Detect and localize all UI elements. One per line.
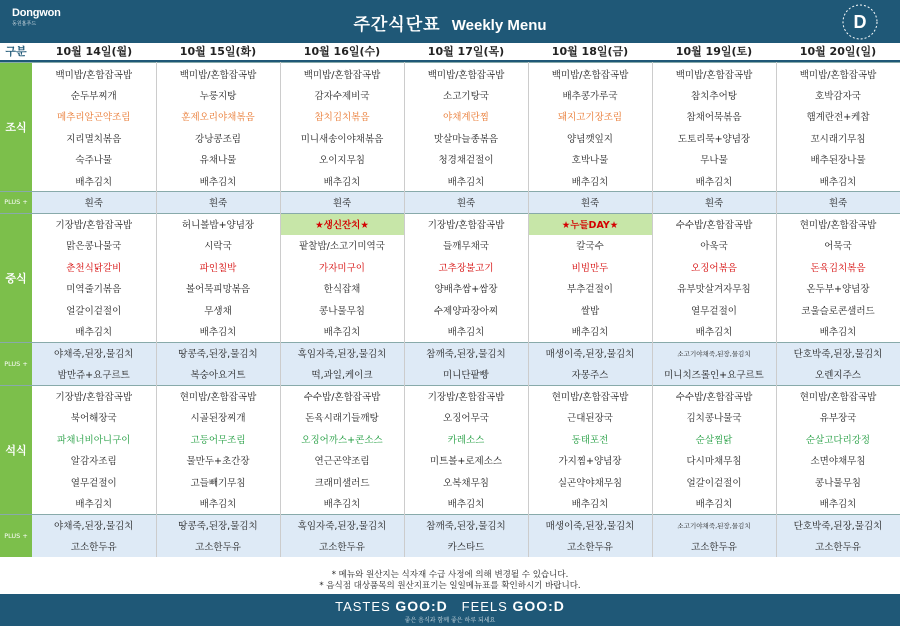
notes — [0, 570, 900, 592]
menu-cell: 순살고다리강정 — [776, 428, 900, 450]
menu-cell: 배추김치 — [776, 170, 900, 192]
menu-cell: 현미밥/혼합잡곡밥 — [776, 385, 900, 407]
title-english: Weekly Menu — [451, 17, 547, 34]
menu-cell: 배추김치 — [156, 170, 280, 192]
menu-cell: 자몽주스 — [528, 364, 652, 386]
menu-cell: 배추김치 — [280, 493, 404, 515]
menu-cell: 허니볼밥+양념장 — [156, 213, 280, 235]
menu-cell: 근대된장국 — [528, 407, 652, 429]
breakfast-label: 조식 — [0, 63, 32, 192]
menu-cell: 배추김치 — [528, 321, 652, 343]
menu-cell: 양념깻잎지 — [528, 127, 652, 149]
title-korean: 주간식단표 — [353, 15, 441, 35]
menu-cell: 호박나물 — [528, 149, 652, 171]
day-header: 10월 17일(목) — [427, 45, 505, 58]
menu-cell: 미역줄기볶음 — [32, 278, 156, 300]
menu-cell: 흰죽 — [652, 192, 776, 214]
menu-cell: 콩나물무침 — [776, 471, 900, 493]
menu-cell: 햄계란전+케찹 — [776, 106, 900, 128]
menu-cell: 배추된장나물 — [776, 149, 900, 171]
menu-cell: 소고기탕국 — [404, 84, 528, 106]
lunch-row — [0, 321, 900, 343]
menu-cell: 백미밥/혼합잡곡밥 — [404, 63, 528, 85]
breakfast-plus-label: PLUS + — [0, 192, 32, 214]
menu-cell: 오징어까스+콘소스 — [280, 428, 404, 450]
dinner-plus-label: PLUS + — [0, 514, 32, 557]
dinner-row — [0, 493, 900, 515]
menu-cell: 배추김치 — [652, 170, 776, 192]
menu-cell: 백미밥/혼합잡곡밥 — [32, 63, 156, 85]
menu-cell: 야채죽,된장,물김치 — [32, 342, 156, 364]
menu-cell: 물만두+초간장 — [156, 450, 280, 472]
menu-cell: 배추김치 — [652, 321, 776, 343]
menu-cell: 고소한두유 — [32, 536, 156, 558]
breakfast-plus-row — [0, 192, 900, 214]
menu-cell: 오이지무침 — [280, 149, 404, 171]
menu-cell: 백미밥/혼합잡곡밥 — [652, 63, 776, 85]
menu-cell: 고소한두유 — [652, 536, 776, 558]
footer-slogan — [0, 594, 900, 617]
menu-cell: 메추리알곤약조림 — [32, 106, 156, 128]
menu-cell: 돈육시래기들깨탕 — [280, 407, 404, 429]
dinner-row — [0, 407, 900, 429]
menu-cell: 현미밥/혼합잡곡밥 — [156, 385, 280, 407]
menu-cell: 가지찜+양념장 — [528, 450, 652, 472]
menu-cell: 수제양파장아찌 — [404, 299, 528, 321]
menu-cell: 맑은콩나물국 — [32, 235, 156, 257]
menu-cell: 기장밥/혼합잡곡밥 — [404, 385, 528, 407]
breakfast-row — [0, 149, 900, 171]
lunch-label: 중식 — [0, 213, 32, 342]
menu-cell: 실곤약야채무침 — [528, 471, 652, 493]
menu-cell: 돈육김치볶음 — [776, 256, 900, 278]
menu-cell: 현미밥/혼합잡곡밥 — [528, 385, 652, 407]
menu-cell: 강낭콩조림 — [156, 127, 280, 149]
menu-cell: 매생이죽,된장,물김치 — [528, 514, 652, 536]
menu-cell: 배추김치 — [280, 321, 404, 343]
slogan-good-2: GOO:D — [512, 598, 565, 614]
menu-cell: 칼국수 — [528, 235, 652, 257]
note-line: * 메뉴와 원산지는 식자재 수급 사정에 의해 변경될 수 있습니다. — [331, 570, 569, 580]
menu-cell: 흰죽 — [776, 192, 900, 214]
menu-cell: ★생신잔치★ — [280, 213, 404, 235]
menu-cell: 한식잡채 — [280, 278, 404, 300]
menu-cell: 매생이죽,된장,물김치 — [528, 342, 652, 364]
menu-cell: 땅콩죽,된장,물김치 — [156, 342, 280, 364]
menu-cell: 미니새송이야채볶음 — [280, 127, 404, 149]
menu-cell: 참깨죽,된장,물김치 — [404, 514, 528, 536]
menu-cell: 참치김치볶음 — [280, 106, 404, 128]
day-header: 10월 15일(화) — [179, 45, 257, 58]
menu-cell: 백미밥/혼합잡곡밥 — [280, 63, 404, 85]
dinner-row — [0, 385, 900, 407]
slogan-feels: FEELS — [461, 599, 508, 614]
breakfast-row — [0, 84, 900, 106]
menu-cell: 아욱국 — [652, 235, 776, 257]
menu-cell: 밤만쥬+요구르트 — [32, 364, 156, 386]
menu-cell: 배추김치 — [528, 493, 652, 515]
menu-cell: 미트볼+로제소스 — [404, 450, 528, 472]
menu-cell: 얼갈이겉절이 — [652, 471, 776, 493]
menu-cell: 알감자조림 — [32, 450, 156, 472]
menu-cell: 북어해장국 — [32, 407, 156, 429]
day-header: 10월 18일(금) — [551, 45, 629, 58]
menu-cell: 기장밥/혼합잡곡밥 — [32, 213, 156, 235]
menu-cell: 맛살마늘종볶음 — [404, 127, 528, 149]
menu-cell: 온두부+양념장 — [776, 278, 900, 300]
menu-cell: 흰죽 — [404, 192, 528, 214]
lunch-row — [0, 213, 900, 235]
menu-cell: 춘천식닭갈비 — [32, 256, 156, 278]
lunch-row — [0, 299, 900, 321]
page-title — [0, 10, 900, 35]
slogan-tastes: TASTES — [335, 599, 391, 614]
menu-cell: 참치추어탕 — [652, 84, 776, 106]
menu-cell: 얼갈이겉절이 — [32, 299, 156, 321]
menu-cell: 단호박죽,된장,물김치 — [776, 514, 900, 536]
menu-cell: 미니단팥빵 — [404, 364, 528, 386]
day-header-row — [0, 43, 900, 62]
menu-cell: 흰죽 — [156, 192, 280, 214]
menu-cell: 순살찜닭 — [652, 428, 776, 450]
menu-cell: 들깨무채국 — [404, 235, 528, 257]
menu-cell: 훈제오리야채볶음 — [156, 106, 280, 128]
menu-cell: 배추김치 — [776, 321, 900, 343]
menu-cell: 수수밥/혼합잡곡밥 — [280, 385, 404, 407]
menu-cell: 무나물 — [652, 149, 776, 171]
lunch-plus-row — [0, 342, 900, 364]
menu-cell: 수수밥/혼합잡곡밥 — [652, 385, 776, 407]
menu-cell: 흑임자죽,된장,물김치 — [280, 514, 404, 536]
menu-cell: 배추김치 — [32, 321, 156, 343]
menu-cell: 오복채무침 — [404, 471, 528, 493]
menu-cell: 시락국 — [156, 235, 280, 257]
menu-cell: 동태포전 — [528, 428, 652, 450]
menu-cell: 오징어볶음 — [652, 256, 776, 278]
menu-cell: 고소한두유 — [776, 536, 900, 558]
menu-cell: 감자수제비국 — [280, 84, 404, 106]
menu-cell: 배추김치 — [776, 493, 900, 515]
lunch-plus-label: PLUS + — [0, 342, 32, 385]
breakfast-row — [0, 106, 900, 128]
menu-cell: 볼어묵피망볶음 — [156, 278, 280, 300]
menu-cell: 배추김치 — [32, 170, 156, 192]
menu-cell: 파인칠박 — [156, 256, 280, 278]
menu-cell: 고들빼기무침 — [156, 471, 280, 493]
menu-cell: 고등어무조림 — [156, 428, 280, 450]
menu-cell: 백미밥/혼합잡곡밥 — [776, 63, 900, 85]
menu-cell: 배추김치 — [280, 170, 404, 192]
footer-subtext: 좋은 음식과 함께 좋은 하루 되세요 — [404, 617, 496, 624]
menu-cell: 고소한두유 — [528, 536, 652, 558]
menu-cell: 유부맛살겨자무침 — [652, 278, 776, 300]
menu-cell: 참채어묵볶음 — [652, 106, 776, 128]
menu-cell: 흑임자죽,된장,물김치 — [280, 342, 404, 364]
day-header: 10월 20일(일) — [799, 45, 877, 58]
brand-name: Dongwon — [12, 7, 61, 19]
menu-cell: 기장밥/혼합잡곡밥 — [32, 385, 156, 407]
menu-cell: 김치콩나물국 — [652, 407, 776, 429]
menu-cell: 열무겉절이 — [32, 471, 156, 493]
menu-cell: 카스타드 — [404, 536, 528, 558]
menu-cell: 크래미샐러드 — [280, 471, 404, 493]
menu-cell: 소면야채무침 — [776, 450, 900, 472]
menu-cell: 소고기야채죽,된장,물김치 — [652, 514, 776, 536]
menu-cell: 단호박죽,된장,물김치 — [776, 342, 900, 364]
slogan-good-1: GOO:D — [395, 598, 448, 614]
menu-cell: 소고기야채죽,된장,물김치 — [652, 342, 776, 364]
menu-cell: 야채죽,된장,물김치 — [32, 514, 156, 536]
brand-sub: 동원홈푸드 — [12, 21, 37, 27]
menu-cell: 카레소스 — [404, 428, 528, 450]
menu-cell: 가자미구이 — [280, 256, 404, 278]
menu-cell: 어묵국 — [776, 235, 900, 257]
breakfast-row — [0, 170, 900, 192]
menu-cell: 배추김치 — [404, 170, 528, 192]
badge-letter: D — [853, 12, 867, 32]
menu-cell: 현미밥/혼합잡곡밥 — [776, 213, 900, 235]
menu-cell: 떡,과일,케이크 — [280, 364, 404, 386]
menu-cell: 누룽지탕 — [156, 84, 280, 106]
menu-cell: 배추김치 — [156, 493, 280, 515]
menu-cell: 청경채겉절이 — [404, 149, 528, 171]
breakfast-row — [0, 127, 900, 149]
menu-cell: 땅콩죽,된장,물김치 — [156, 514, 280, 536]
breakfast-row — [0, 63, 900, 85]
menu-cell: 코울슬로콘샐러드 — [776, 299, 900, 321]
note-line: * 음식점 대상품목의 원산지표기는 일일메뉴표를 확인하시기 바랍니다. — [319, 581, 581, 591]
dinner-row — [0, 450, 900, 472]
menu-cell: 배추김치 — [404, 493, 528, 515]
menu-cell: 배추김치 — [652, 493, 776, 515]
menu-cell: 팥찰밥/소고기미역국 — [280, 235, 404, 257]
menu-cell: 유채나물 — [156, 149, 280, 171]
menu-cell: 야채계란찜 — [404, 106, 528, 128]
menu-cell: 흰죽 — [528, 192, 652, 214]
menu-cell: 콩나물무침 — [280, 299, 404, 321]
menu-cell: 배추김치 — [528, 170, 652, 192]
menu-cell: ★누들DAY★ — [528, 213, 652, 235]
menu-cell: 배추콩가루국 — [528, 84, 652, 106]
menu-cell: 도토리묵+양념장 — [652, 127, 776, 149]
menu-cell: 기장밥/혼합잡곡밥 — [404, 213, 528, 235]
day-header: 10월 19일(토) — [675, 45, 753, 58]
menu-cell: 숙주나물 — [32, 149, 156, 171]
dinner-label: 석식 — [0, 385, 32, 514]
menu-cell: 오징어무국 — [404, 407, 528, 429]
menu-cell: 미니치즈롤인+요구르트 — [652, 364, 776, 386]
menu-cell: 비빔만두 — [528, 256, 652, 278]
menu-cell: 무생채 — [156, 299, 280, 321]
menu-cell: 지리멸치볶음 — [32, 127, 156, 149]
menu-cell: 양배추쌈+쌈장 — [404, 278, 528, 300]
menu-cell: 배추김치 — [32, 493, 156, 515]
lunch-row — [0, 278, 900, 300]
menu-cell: 흰죽 — [32, 192, 156, 214]
day-header: 10월 16일(수) — [303, 45, 381, 58]
lunch-row — [0, 235, 900, 257]
menu-cell: 연근곤약조림 — [280, 450, 404, 472]
menu-cell: 수수밥/혼합잡곡밥 — [652, 213, 776, 235]
menu-cell: 호박감자국 — [776, 84, 900, 106]
lunch-row — [0, 256, 900, 278]
menu-cell: 배추김치 — [156, 321, 280, 343]
menu-cell: 쌀밥 — [528, 299, 652, 321]
footer — [0, 594, 900, 626]
only-dongwon-badge-icon — [836, 2, 884, 42]
menu-cell: 참깨죽,된장,물김치 — [404, 342, 528, 364]
menu-cell: 시골된장찌개 — [156, 407, 280, 429]
dinner-row — [0, 471, 900, 493]
menu-cell: 흰죽 — [280, 192, 404, 214]
menu-cell: 돼지고기장조림 — [528, 106, 652, 128]
menu-cell: 열무겉절이 — [652, 299, 776, 321]
dinner-row — [0, 428, 900, 450]
menu-cell: 고소한두유 — [156, 536, 280, 558]
gubun-header: 구분 — [5, 45, 27, 58]
dinner-plus-row — [0, 536, 900, 558]
dinner-plus-row — [0, 514, 900, 536]
menu-cell: 고소한두유 — [280, 536, 404, 558]
page-header — [0, 0, 900, 43]
lunch-plus-row — [0, 364, 900, 386]
menu-cell: 오렌지주스 — [776, 364, 900, 386]
menu-cell: 유부장국 — [776, 407, 900, 429]
menu-cell: 백미밥/혼합잡곡밥 — [528, 63, 652, 85]
weekly-menu-table — [0, 62, 900, 557]
menu-cell: 배추김치 — [404, 321, 528, 343]
menu-cell: 파채너비아니구이 — [32, 428, 156, 450]
menu-cell: 복숭아요거트 — [156, 364, 280, 386]
menu-cell: 부추겉절이 — [528, 278, 652, 300]
menu-cell: 순두부찌개 — [32, 84, 156, 106]
day-header: 10월 14일(월) — [55, 45, 133, 58]
menu-cell: 고추장불고기 — [404, 256, 528, 278]
menu-cell: 다시마채무침 — [652, 450, 776, 472]
menu-cell: 꼬시래기무침 — [776, 127, 900, 149]
menu-cell: 백미밥/혼합잡곡밥 — [156, 63, 280, 85]
